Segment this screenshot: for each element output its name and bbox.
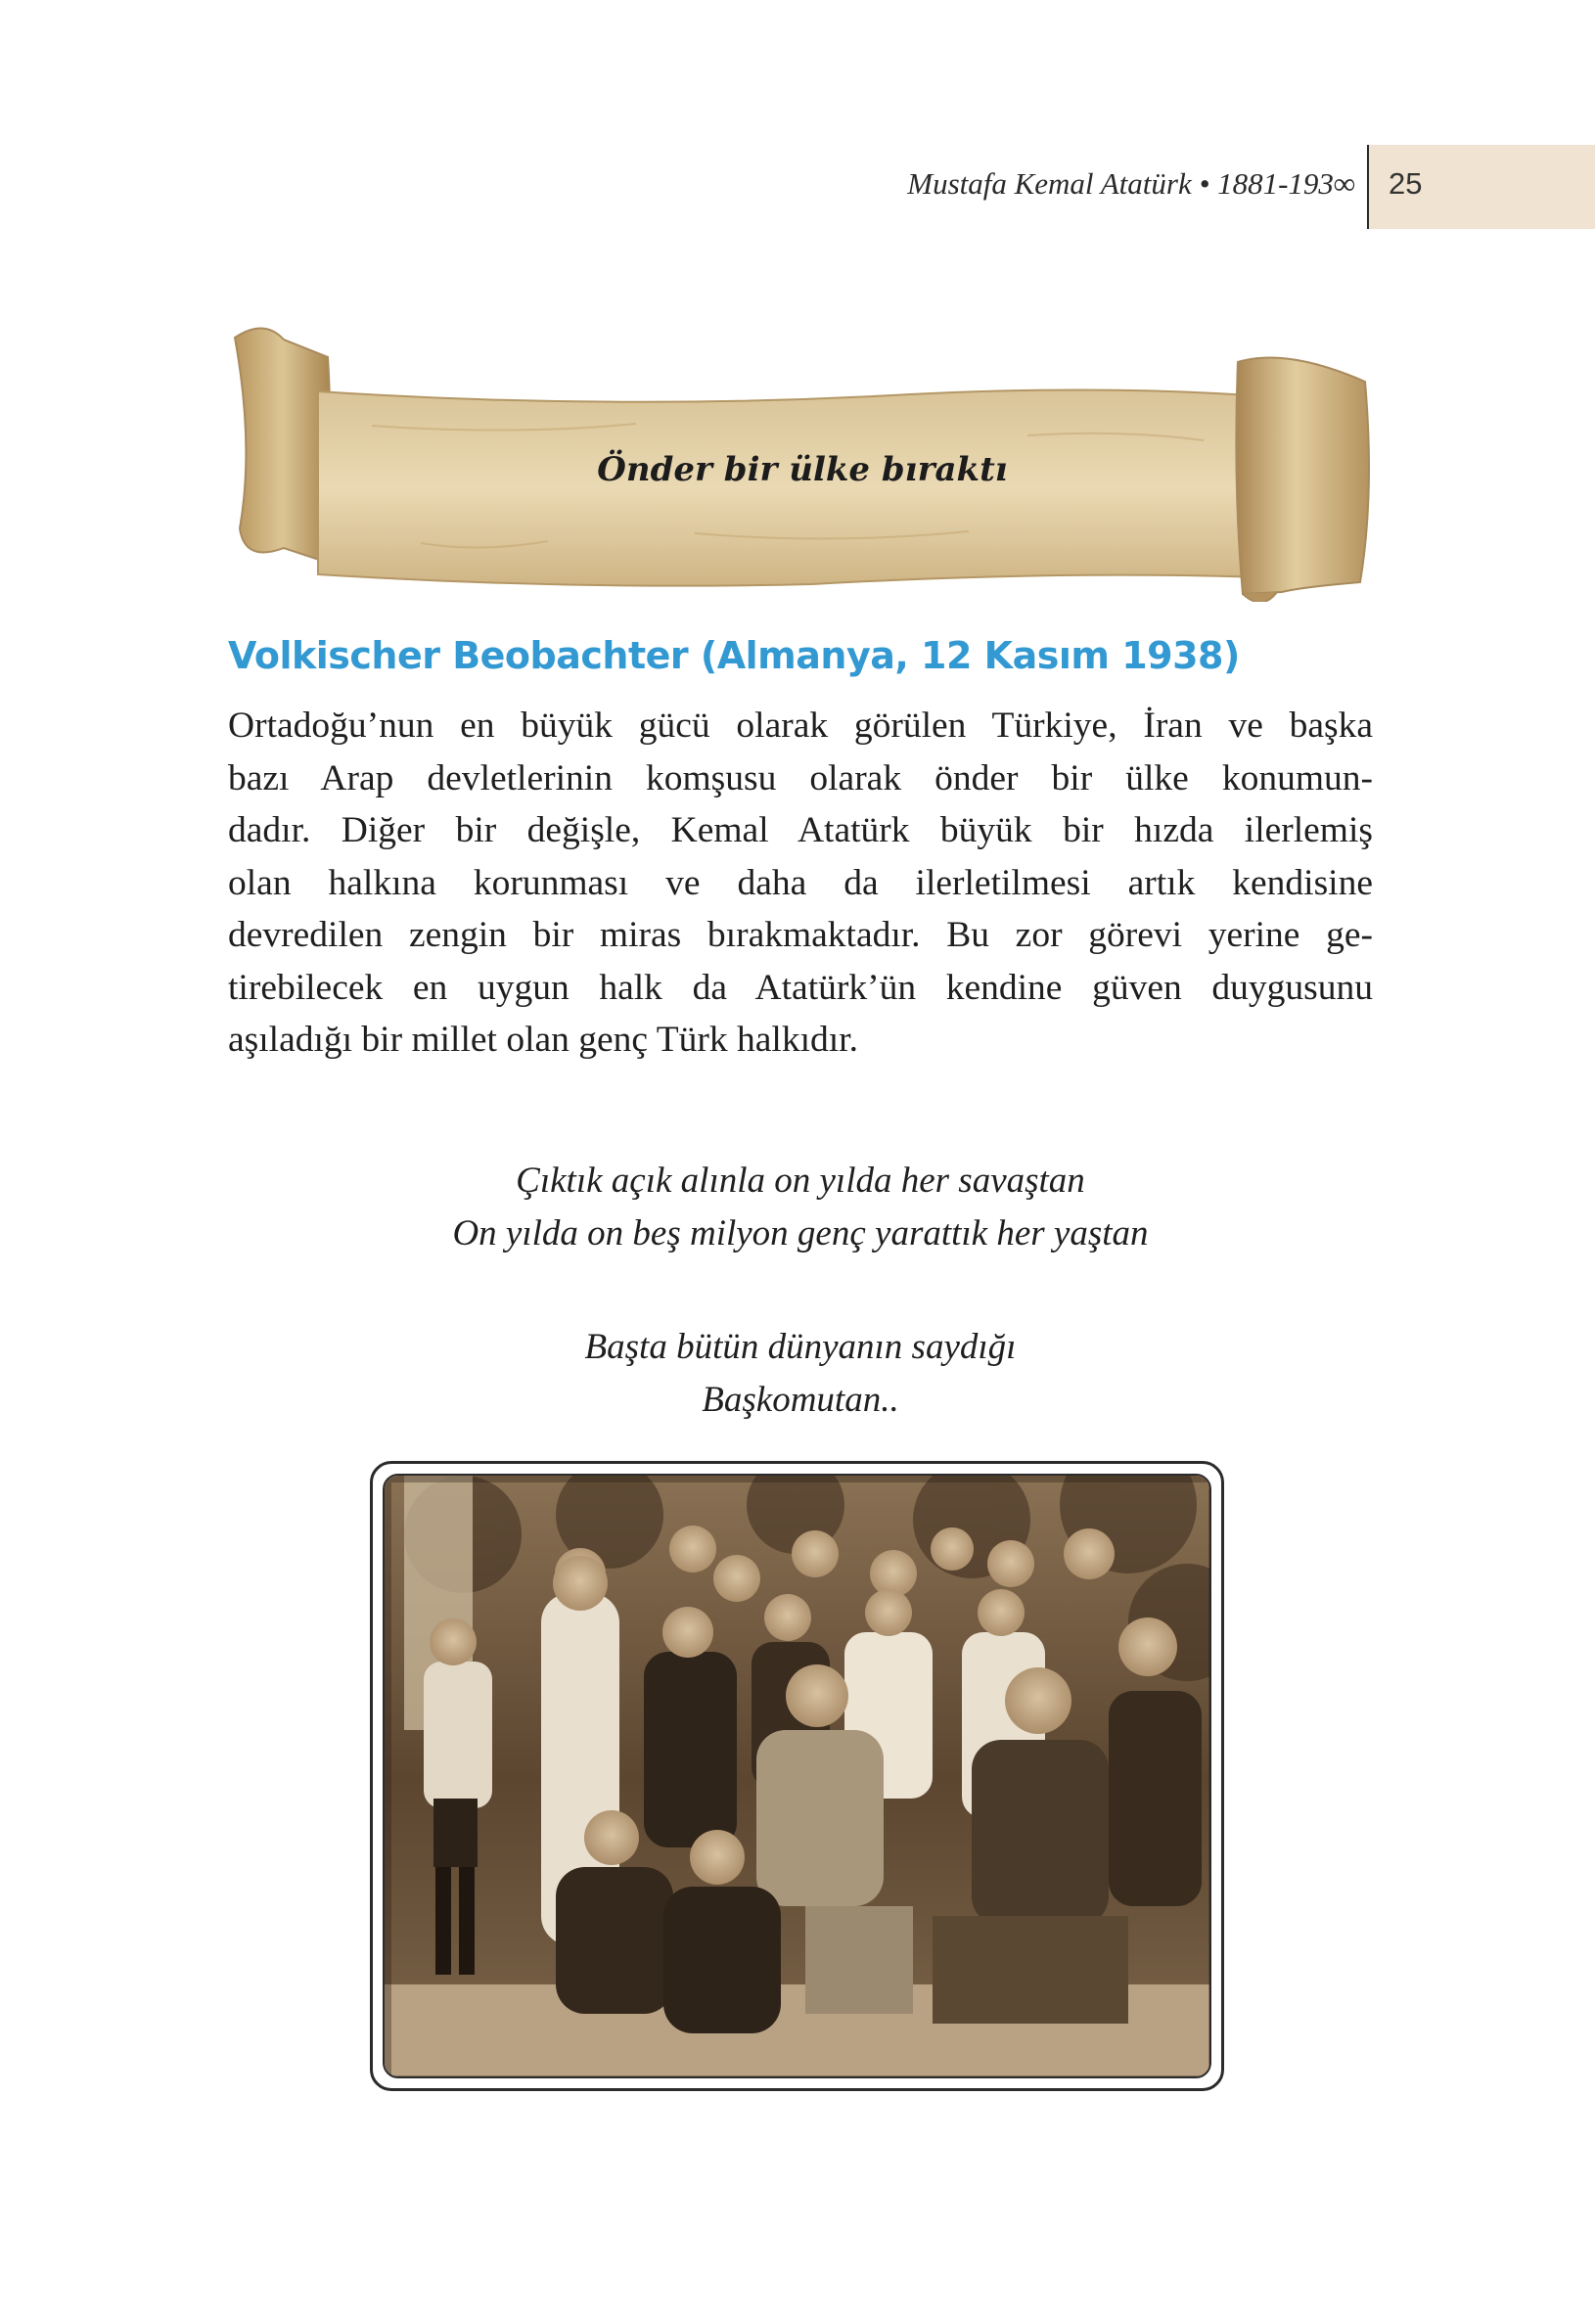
body-line: tirebilecek en uygun halk da Atatürk’ün kendine güven duygusunu — [228, 967, 1373, 1008]
poem-line: Başta bütün dünyanın saydığı — [584, 1327, 1017, 1367]
historical-photo-frame — [370, 1461, 1224, 2091]
body-line: olan halkına korunması ve daha da ilerletilmesi artık kendisine — [228, 862, 1373, 903]
body-paragraph — [228, 700, 1373, 1067]
banner-title: Önder bir ülke bıraktı — [597, 450, 1008, 489]
body-line: dadır. Diğer bir değişle, Kemal Atatürk büyük bir hızda ilerlemiş — [228, 810, 1373, 850]
scroll-banner — [225, 318, 1380, 602]
poem-stanza-1 — [228, 1155, 1373, 1260]
body-line: devredilen zengin bir miras bırakmaktadır. Bu zor görevi yerine ge- — [228, 915, 1373, 955]
poem-line: Çıktık açık alınla on yılda her savaştan — [516, 1161, 1085, 1201]
sepia-group-photo-image — [385, 1476, 1211, 2078]
poem-line: Başkomutan.. — [702, 1380, 899, 1420]
body-line: aşıladığı bir millet olan genç Türk halkıdır. — [228, 1020, 858, 1060]
body-line: bazı Arap devletlerinin komşusu olarak önder bir ülke konumun- — [228, 757, 1373, 798]
group-photo — [383, 1474, 1211, 2078]
page-number-tab — [1367, 145, 1595, 229]
page-number: 25 — [1389, 166, 1423, 201]
running-header-title: Mustafa Kemal Atatürk • 1881-193∞ — [907, 166, 1355, 201]
section-heading: Volkischer Beobachter (Almanya, 12 Kasım 1938) — [228, 634, 1240, 677]
poem-stanza-2 — [228, 1321, 1373, 1427]
poem-line: On yılda on beş milyon genç yarattık her yaştan — [452, 1213, 1149, 1253]
body-line: Ortadoğu’nun en büyük gücü olarak görülen Türkiye, İran ve başka — [228, 706, 1373, 746]
